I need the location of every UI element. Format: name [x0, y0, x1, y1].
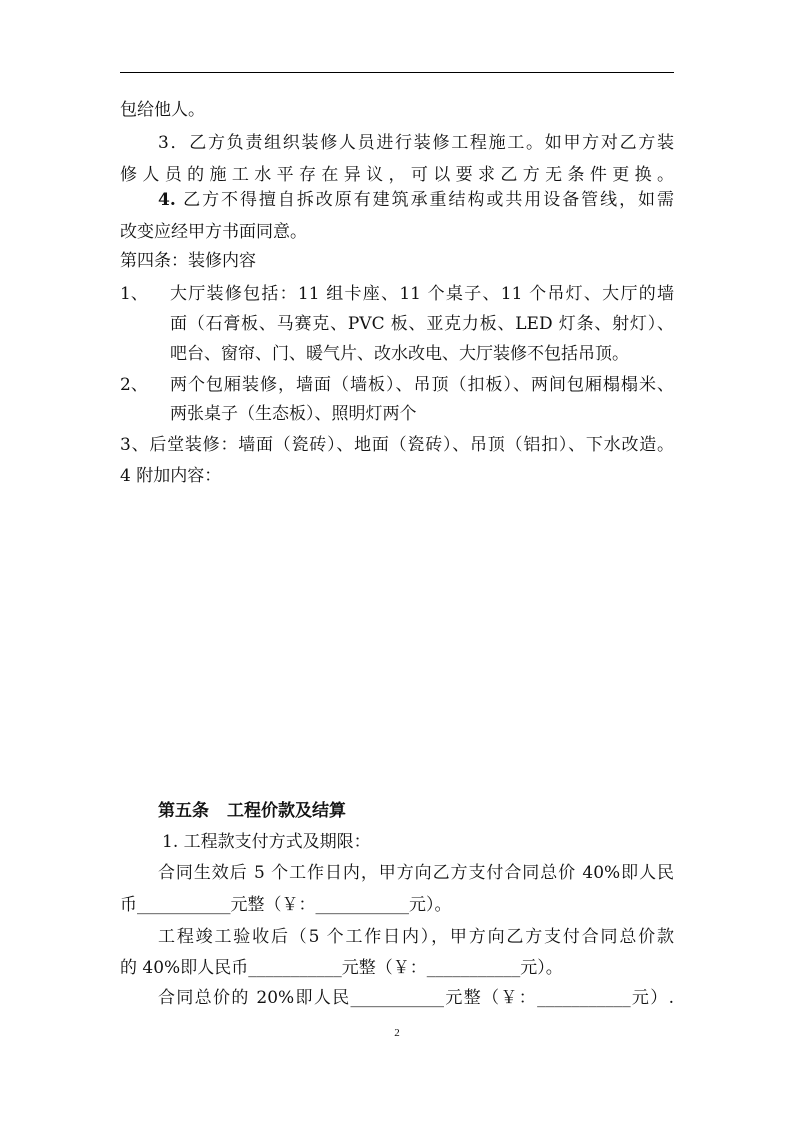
payment-line: 工程竣工验收后（5 个工作日内），甲方向乙方支付合同总价款 [158, 927, 674, 947]
payment-line: 币___________元整（￥：___________元）。 [120, 895, 452, 915]
text-line: 包给他人。 [120, 100, 205, 120]
header-rule [120, 72, 674, 73]
article-title-text: 工程价款及结算 [227, 801, 346, 821]
payment-line: 合同总价的 20%即人民___________元整（￥：___________元）. [158, 988, 674, 1008]
item-3: 3、后堂装修：墙面（瓷砖）、地面（瓷砖）、吊顶（铝扣）、下水改造。 [120, 435, 674, 455]
text-line: 修人员的施工水平存在异议，可以要求乙方无条件更换。 [120, 165, 674, 185]
clause-text: 乙方负责组织装修人员进行装修工程施工。如甲方对乙方装 [189, 133, 675, 153]
article-4-heading: 第四条：装修内容 [120, 251, 256, 271]
clause-text: 乙方不得擅自拆改原有建筑承重结构或共用设备管线，如需 [183, 190, 674, 210]
item-text: 面（石膏板、马赛克、PVC 板、亚克力板、LED 灯条、射灯）、 [170, 314, 674, 334]
item-text: 大厅装修包括：11 组卡座、11 个桌子、11 个吊灯、大厅的墙 [170, 284, 674, 304]
text-line: 改变应经甲方书面同意。 [120, 222, 307, 242]
item-number: 1、 [120, 284, 148, 304]
item-number: 2、 [120, 375, 148, 395]
clause-number: 4. [158, 190, 176, 210]
article-label: 第五条 [158, 801, 209, 821]
payment-line: 合同生效后 5 个工作日内，甲方向乙方支付合同总价 40%即人民 [158, 863, 674, 883]
item-text: 两个包厢装修，墙面（墙板）、吊顶（扣板）、两间包厢榻榻米、 [170, 375, 674, 395]
payment-heading: 1. 工程款支付方式及期限： [162, 832, 371, 852]
item-4: 4 附加内容： [120, 466, 222, 486]
article-5-title [158, 800, 346, 822]
item-text: 两张桌子（生态板）、照明灯两个 [170, 404, 417, 424]
item-text: 吧台、窗帘、门、暖气片、改水改电、大厅装修不包括吊顶。 [170, 344, 629, 364]
clause-number: 3． [158, 133, 190, 153]
clause-3 [158, 132, 674, 154]
clause-4 [158, 189, 674, 211]
payment-line: 的 40%即人民币___________元整（￥：___________元）。 [120, 958, 563, 978]
page-number: 2 [394, 1027, 400, 1039]
